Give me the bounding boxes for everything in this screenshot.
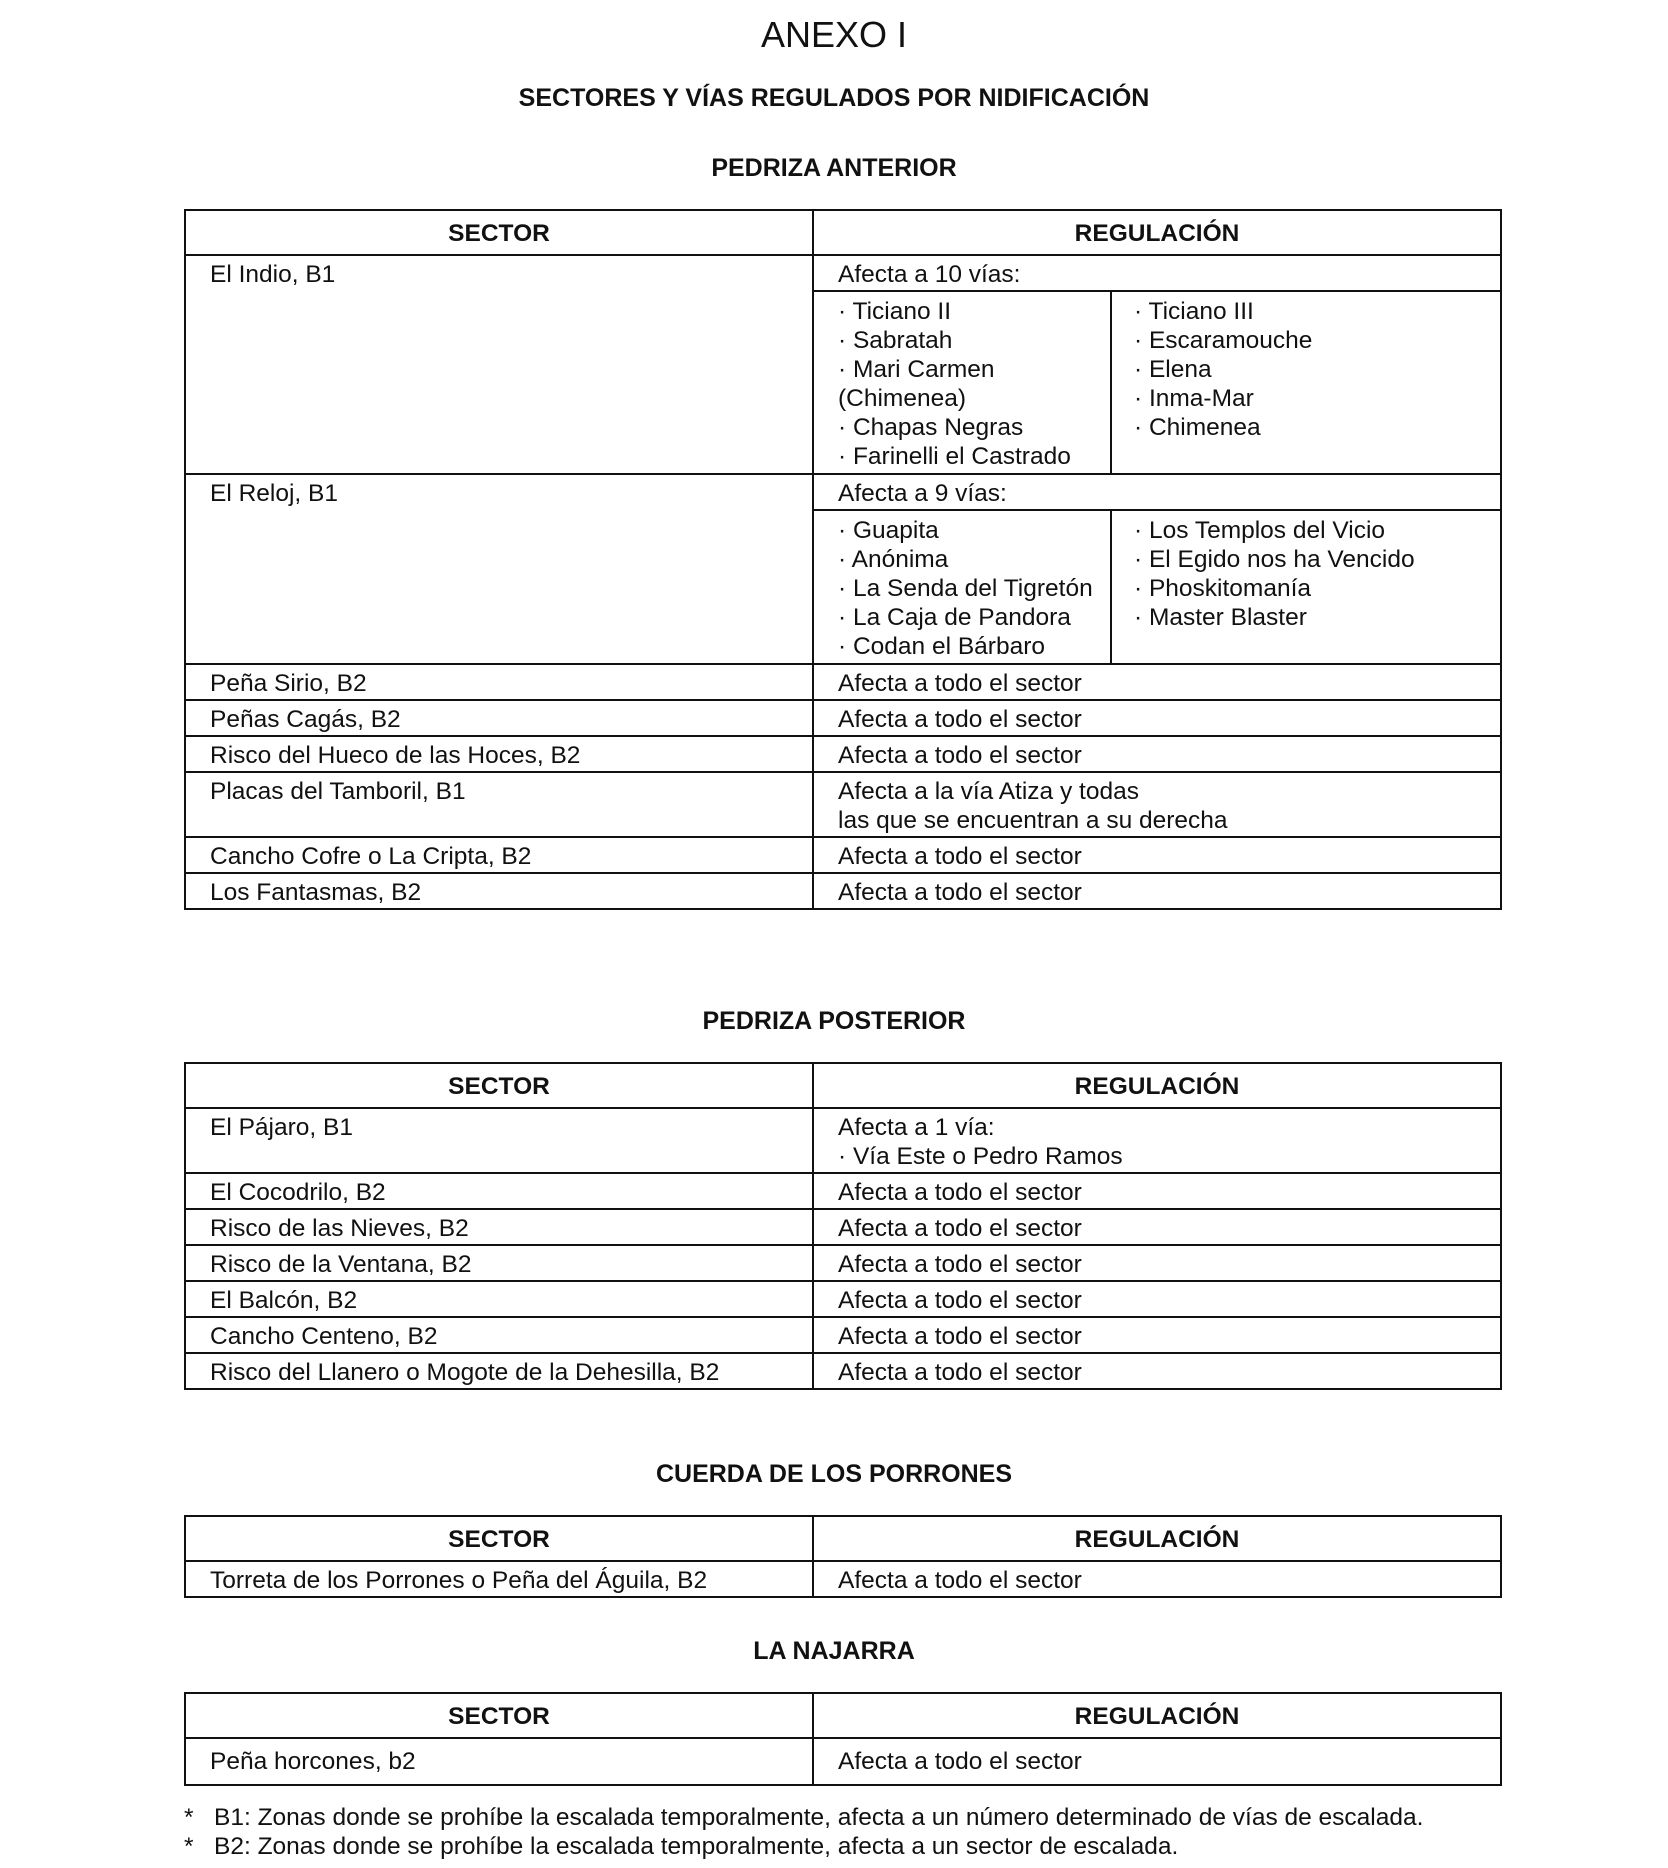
route-item: · Phoskitomanía	[1134, 575, 1312, 602]
route-item: · La Caja de Pandora	[838, 604, 1071, 631]
regulation-cell: Afecta a todo el sector	[813, 873, 1501, 909]
sector-cell: Risco del Llanero o Mogote de la Dehesilla, B2	[185, 1353, 813, 1389]
table-pedriza-posterior	[184, 1062, 1502, 1390]
regulation-summary: Afecta a 9 vías:	[813, 474, 1501, 510]
section-heading-pedriza-posterior: PEDRIZA POSTERIOR	[702, 1007, 966, 1035]
sector-cell: El Reloj, B1	[185, 474, 813, 664]
section-heading-pedriza-anterior: PEDRIZA ANTERIOR	[711, 154, 957, 182]
table-row	[185, 1245, 1501, 1281]
regulation-cell: Afecta a todo el sector	[813, 1281, 1501, 1317]
sector-cell: El Indio, B1	[185, 255, 813, 474]
regulation-cell: Afecta a todo el sector	[813, 1353, 1501, 1389]
route-item: · Anónima	[838, 546, 949, 573]
section-heading-la-najarra: LA NAJARRA	[753, 1637, 915, 1665]
regulation-cell: Afecta a 1 vía: · Vía Este o Pedro Ramos	[813, 1108, 1501, 1173]
regulation-cell: Afecta a todo el sector	[813, 1317, 1501, 1353]
footnote-b1	[184, 1803, 1564, 1832]
route-item: · Ticiano II	[838, 298, 952, 325]
regulation-cell: Afecta a todo el sector	[813, 1738, 1501, 1785]
sector-cell: Risco del Hueco de las Hoces, B2	[185, 736, 813, 772]
table-row	[185, 1561, 1501, 1597]
sector-cell: Los Fantasmas, B2	[185, 873, 813, 909]
header-sector: SECTOR	[185, 210, 813, 255]
sector-cell: El Pájaro, B1	[185, 1108, 813, 1173]
regulation-cell: Afecta a todo el sector	[813, 1561, 1501, 1597]
table-row	[185, 1353, 1501, 1389]
table-row	[185, 1108, 1501, 1173]
sector-cell: Risco de las Nieves, B2	[185, 1209, 813, 1245]
document-title: ANEXO I	[760, 14, 908, 55]
header-sector: SECTOR	[185, 1516, 813, 1561]
footnote-b2	[184, 1832, 1564, 1861]
regulation-cell: Afecta a todo el sector	[813, 736, 1501, 772]
sector-cell: Risco de la Ventana, B2	[185, 1245, 813, 1281]
route-item: · Codan el Bárbaro	[838, 633, 1046, 660]
table-row	[185, 873, 1501, 909]
header-regulation: REGULACIÓN	[813, 210, 1501, 255]
table-pedriza-anterior	[184, 209, 1502, 910]
table-header-row	[185, 210, 1501, 255]
route-item: · Chapas Negras	[838, 414, 1024, 441]
table-row	[185, 700, 1501, 736]
footnote-marker: *	[184, 1833, 194, 1860]
document-subtitle: SECTORES Y VÍAS REGULADOS POR NIDIFICACIÓN	[518, 84, 1150, 112]
sector-cell: Peña horcones, b2	[185, 1738, 813, 1785]
table-row	[185, 1173, 1501, 1209]
footnotes	[184, 1803, 1564, 1861]
header-sector: SECTOR	[185, 1693, 813, 1738]
regulation-summary: Afecta a 10 vías:	[813, 255, 1501, 291]
route-list-left	[813, 510, 1111, 664]
table-row	[185, 255, 1501, 291]
route-item: · Sabratah	[838, 327, 953, 354]
route-item: · Ticiano III	[1134, 298, 1254, 325]
table-row	[185, 736, 1501, 772]
regulation-cell: Afecta a todo el sector	[813, 1173, 1501, 1209]
header-regulation: REGULACIÓN	[813, 1516, 1501, 1561]
route-item: · El Egido nos ha Vencido	[1134, 546, 1415, 573]
route-item: · La Senda del Tigretón	[838, 575, 1093, 602]
table-cuerda-porrones	[184, 1515, 1502, 1598]
table-row	[185, 772, 1501, 837]
sector-cell: Torreta de los Porrones o Peña del Águila, B2	[185, 1561, 813, 1597]
table-header-row	[185, 1516, 1501, 1561]
sector-cell: Peñas Cagás, B2	[185, 700, 813, 736]
route-list-right	[1111, 291, 1501, 474]
table-row	[185, 1281, 1501, 1317]
table-row	[185, 474, 1501, 510]
regulation-cell: Afecta a todo el sector	[813, 837, 1501, 873]
table-row	[185, 1738, 1501, 1785]
route-item: · Inma-Mar	[1134, 385, 1254, 412]
route-item: · Chimenea	[1134, 414, 1261, 441]
table-header-row	[185, 1693, 1501, 1738]
regulation-cell: Afecta a todo el sector	[813, 1209, 1501, 1245]
route-item: · Master Blaster	[1134, 604, 1307, 631]
section-heading-cuerda-porrones: CUERDA DE LOS PORRONES	[655, 1460, 1013, 1488]
sector-cell: El Cocodrilo, B2	[185, 1173, 813, 1209]
regulation-cell: Afecta a la vía Atiza y todas las que se encuentran a su derecha	[813, 772, 1501, 837]
route-item: · Guapita	[838, 517, 939, 544]
header-regulation: REGULACIÓN	[813, 1063, 1501, 1108]
regulation-cell: Afecta a todo el sector	[813, 700, 1501, 736]
sector-cell: Placas del Tamboril, B1	[185, 772, 813, 837]
sector-cell: El Balcón, B2	[185, 1281, 813, 1317]
table-la-najarra	[184, 1692, 1502, 1786]
sector-cell: Cancho Centeno, B2	[185, 1317, 813, 1353]
footnote-text: B1: Zonas donde se prohíbe la escalada temporalmente, afecta a un número determinado de vías de escalada.	[214, 1804, 1424, 1831]
table-row	[185, 837, 1501, 873]
route-item: · Los Templos del Vicio	[1134, 517, 1386, 544]
table-row	[185, 1209, 1501, 1245]
footnote-text: B2: Zonas donde se prohíbe la escalada temporalmente, afecta a un sector de escalada.	[214, 1833, 1179, 1860]
table-header-row	[185, 1063, 1501, 1108]
footnote-marker: *	[184, 1804, 194, 1831]
regulation-cell: Afecta a todo el sector	[813, 1245, 1501, 1281]
header-sector: SECTOR	[185, 1063, 813, 1108]
route-list-left	[813, 291, 1111, 474]
route-item: · Elena	[1134, 356, 1212, 383]
regulation-cell: Afecta a todo el sector	[813, 664, 1501, 700]
table-row	[185, 1317, 1501, 1353]
header-regulation: REGULACIÓN	[813, 1693, 1501, 1738]
table-row	[185, 664, 1501, 700]
route-item: · Mari Carmen (Chimenea)	[838, 356, 995, 412]
route-item: · Farinelli el Castrado	[838, 443, 1071, 470]
sector-cell: Cancho Cofre o La Cripta, B2	[185, 837, 813, 873]
route-item: · Escaramouche	[1134, 327, 1313, 354]
sector-cell: Peña Sirio, B2	[185, 664, 813, 700]
route-list-right	[1111, 510, 1501, 664]
